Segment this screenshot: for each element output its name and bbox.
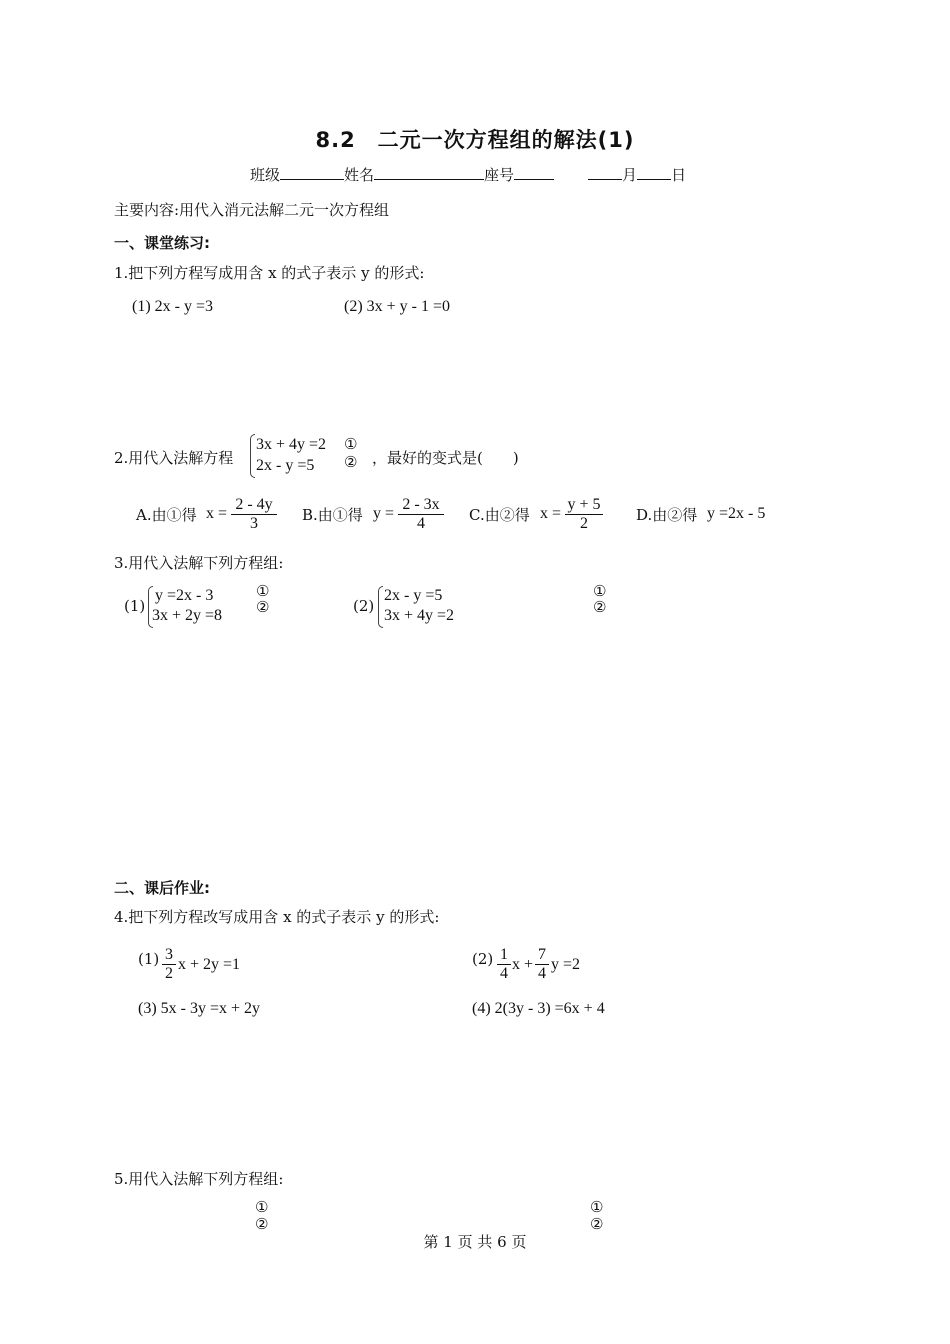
option-d-label: D.由②得 (636, 506, 698, 524)
q5-prompt: 5.用代入法解下列方程组: (114, 1170, 284, 1188)
q4-item1-denominator: 2 (165, 965, 173, 982)
q4-item2-numerator-2: 7 (535, 946, 549, 965)
option-a-label: A.由①得 (136, 506, 197, 524)
name-blank[interactable] (374, 165, 484, 180)
seat-blank[interactable] (514, 165, 554, 180)
option-a-numerator: 2 - 4y (231, 496, 277, 515)
option-c-lhs: x = (540, 505, 562, 522)
option-c-fraction (565, 496, 603, 533)
q4-item2-rest: y =2 (551, 956, 581, 973)
section1-heading: 一、课堂练习: (114, 234, 210, 252)
q3-part1-mark-2: ② (256, 598, 270, 616)
q2-eq2: 2x - y =5 (256, 457, 315, 474)
q3-part2-label: (2) (353, 597, 375, 615)
q1-prompt: 1.把下列方程写成用含 x 的式子表示 y 的形式: (114, 264, 425, 282)
q2-eq1: 3x + 4y =2 (256, 436, 327, 453)
q4-prompt: 4.把下列方程改写成用含 x 的式子表示 y 的形式: (114, 908, 440, 926)
month-label: 月 (622, 166, 638, 184)
q4-item2-numerator-1: 1 (497, 946, 511, 965)
option-a-fraction (231, 496, 277, 533)
section2-heading: 二、课后作业: (114, 879, 210, 897)
seat-label: 座号 (484, 166, 515, 184)
student-info-line (250, 164, 686, 185)
class-blank[interactable] (280, 165, 344, 180)
q4-item1-label: (1) (138, 950, 160, 968)
q4-item2-mid: x + (512, 956, 534, 973)
q5-part2-mark-1: ① (590, 1198, 604, 1216)
q4-item2-denominator-1: 4 (500, 965, 508, 982)
option-b-label: B.由①得 (302, 506, 363, 524)
option-c-numerator: y + 5 (565, 496, 603, 515)
option-c-label: C.由②得 (469, 506, 530, 524)
q2-mark-2: ② (344, 453, 358, 471)
month-blank[interactable] (588, 165, 622, 180)
q3-part2-eq1: 2x - y =5 (384, 587, 443, 604)
q4-item2-fraction-2 (535, 946, 549, 983)
q4-item2-fraction-1 (497, 946, 511, 983)
q4-item1-numerator: 3 (162, 946, 176, 965)
q3-part1-eq1: y =2x - 3 (155, 587, 214, 604)
option-b-denominator: 4 (417, 515, 425, 532)
page-title: 8.2 二元一次方程组的解法(1) (315, 128, 635, 152)
option-b-fraction (398, 496, 444, 533)
option-c-denominator: 2 (580, 515, 588, 532)
q4-item1-rest: x + 2y =1 (178, 956, 241, 973)
q4-item3: (3) 5x - 3y =x + 2y (138, 1000, 261, 1017)
option-a-lhs: x = (206, 505, 228, 522)
q4-item1-fraction (162, 946, 176, 983)
day-label: 日 (671, 166, 687, 184)
q3-prompt: 3.用代入法解下列方程组: (114, 554, 284, 572)
q4-item4: (4) 2(3y - 3) =6x + 4 (472, 1000, 605, 1017)
option-a-denominator: 3 (250, 515, 258, 532)
q2-tail: ，最好的变式是( ) (372, 449, 519, 467)
q2-mark-1: ① (344, 435, 358, 453)
q2-prompt: 2.用代入法解方程 (114, 449, 234, 467)
q3-part2-brace (378, 586, 383, 628)
q3-part1-mark-1: ① (256, 582, 270, 600)
option-b-numerator: 2 - 3x (398, 496, 444, 515)
q3-part2-mark-2: ② (593, 598, 607, 616)
day-blank[interactable] (637, 165, 671, 180)
option-b-lhs: y = (373, 505, 395, 522)
q1-item-2: (2) 3x + y - 1 =0 (344, 298, 451, 315)
q3-part1-label: (1) (124, 597, 146, 615)
q2-system-brace (250, 434, 255, 478)
q4-item2-label: (2) (472, 950, 494, 968)
q4-item2-denominator-2: 4 (538, 965, 546, 982)
q3-part2-mark-1: ① (593, 582, 607, 600)
class-label: 班级 (250, 166, 281, 184)
q5-part2-mark-2: ② (590, 1215, 604, 1233)
q3-part1-eq2: 3x + 2y =8 (152, 607, 223, 624)
q5-part1-mark-1: ① (255, 1198, 269, 1216)
name-label: 姓名 (344, 166, 375, 184)
main-content: 主要内容:用代入消元法解二元一次方程组 (114, 201, 390, 219)
q3-part2-eq2: 3x + 4y =2 (384, 607, 455, 624)
q1-item-1: (1) 2x - y =3 (132, 298, 214, 315)
q5-part1-mark-2: ② (255, 1215, 269, 1233)
page-footer: 第 1 页 共 6 页 (423, 1233, 527, 1251)
option-d-expr: y =2x - 5 (707, 505, 766, 522)
